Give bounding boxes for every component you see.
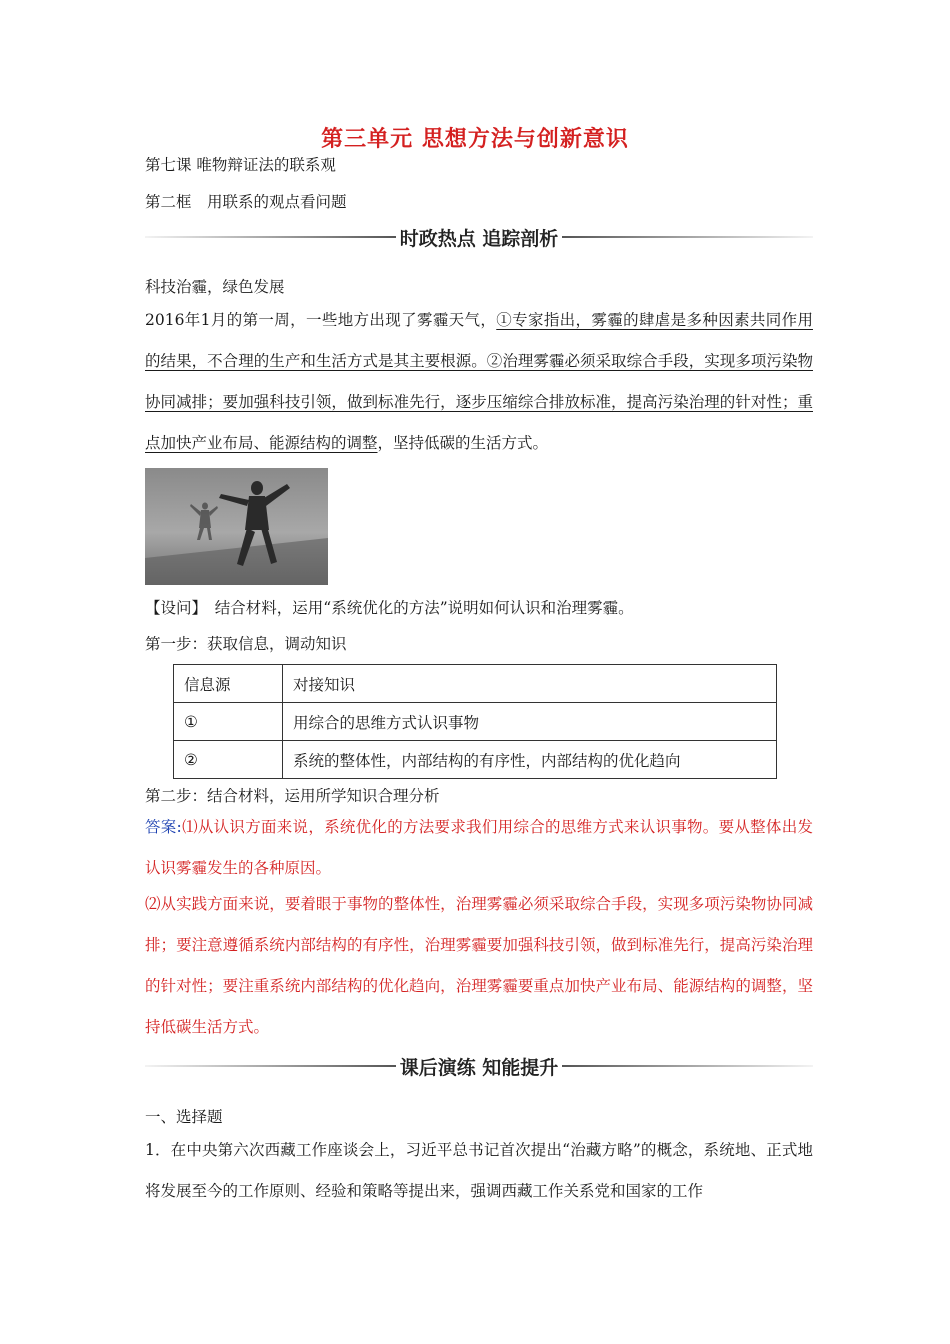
step2-heading: 第二步：结合材料，运用所学知识合理分析 [145,787,440,805]
banner-rule-left [145,236,396,238]
banner-rule-right [562,236,813,238]
table-row [174,665,777,703]
banner-hot-topics [145,222,813,252]
question-1: 1．在中央第六次西藏工作座谈会上，习近平总书记首次提出“治藏方略”的概念，系统地、正式地将发展至今的工作原则、经验和策略等提出来，强调西藏工作关系党和国家的工作 [145,1141,813,1200]
material-tail: ，坚持低碳的生活方式。 [377,434,549,452]
question-line [145,596,634,618]
lesson-title: 第七课 唯物辩证法的联系观 [145,156,336,174]
material-lead: 2016年1月的第一周，一些地方出现了雾霾天气， [145,311,497,329]
step1-heading: 第一步：获取信息，调动知识 [145,635,347,653]
table-cell: ② [174,741,283,779]
material-paragraph [145,300,813,464]
material-underlined: ①专家指出，雾霾的肆虐是多种因素共同作用的结果，不合理的生产和生活方式是其主要根源。②治理雾霾必须采取综合手段，实现多项污染物协同减排；要加强科技引领，做到标准先行，逐步压缩综合排放标准，提高污染治理的针对性；重点加快产业布局、能源结构的调整 [145,311,813,452]
answer-paragraph-1 [145,807,813,889]
unit-title: 第三单元 思想方法与创新意识 [321,127,629,152]
answer-label: 答案: [145,818,182,836]
table-row [174,703,777,741]
exercise-heading: 一、选择题 [145,1108,223,1126]
banner-rule-right [562,1065,813,1067]
table-header-cell: 对接知识 [283,665,777,703]
table-header-cell: 信息源 [174,665,283,703]
smog-photo [145,468,328,585]
question-tag: 【设问】 [145,599,200,617]
banner-hot-topics-text: 时政热点 追踪剖析 [399,227,559,250]
table-row [174,741,777,779]
info-table [173,664,777,779]
table-cell: ① [174,703,283,741]
banner-practice-text: 课后演练 知能提升 [399,1056,559,1079]
table-cell: 系统的整体性，内部结构的有序性，内部结构的优化趋向 [283,741,777,779]
answer-paragraph-2: ⑵从实践方面来说，要着眼于事物的整体性，治理雾霾必须采取综合手段，实现多项污染物协同减排；要注意遵循系统内部结构的有序性，治理雾霾要加强科技引领，做到标准先行，提高污染治理的针对性；要注重系统内部结构的优化趋向，治理雾霾要重点加快产业布局、能源结构的调整，坚持低碳生活方式。 [145,895,813,1036]
question-text: 结合材料，运用“系统优化的方法”说明如何认识和治理雾霾。 [199,599,634,617]
banner-rule-left [145,1065,396,1067]
table-cell: 用综合的思维方式认识事物 [283,703,777,741]
topic-heading: 科技治霾，绿色发展 [145,278,285,296]
banner-practice [145,1051,813,1081]
section-title: 第二框 用联系的观点看问题 [145,193,347,211]
answer-p1: ⑴从认识方面来说，系统优化的方法要求我们用综合的思维方式来认识事物。要从整体出发认识雾霾发生的各种原因。 [145,818,813,877]
